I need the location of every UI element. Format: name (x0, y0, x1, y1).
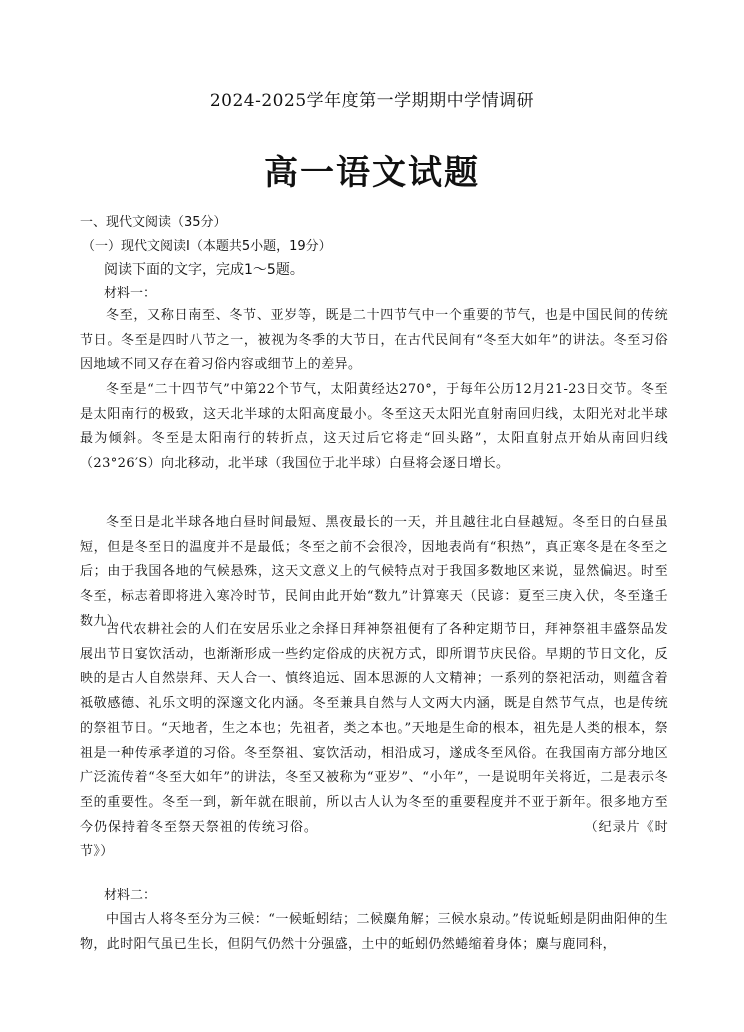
paragraph-4: 古代农耕社会的人们在安居乐业之余择日拜神祭祖便有了各种定期节日，拜神祭祖丰盛祭品发展出节日宴饮活动，也渐渐形成一些约定俗成的庆祝方式，即所谓节庆民俗。早期的节日文化，反映的是古人自然崇拜、天人合一、慎终追远、固本思源的人文精神；一系列的祭祀活动，则蕴含着祗敬感德、礼乐文明的深邃文化内涵。冬至兼具自然与人文两大内涵，既是自然节气点，也是传统的祭祖节日。“天地者，生之本也；先祖者，类之本也。”天地是生命的根本，祖先是人类的根本，祭祖是一种传承孝道的习俗。冬至祭祖、宴饮活动，相沿成习，遂成冬至风俗。在我国南方部分地区广泛流传着“冬至大如年”的讲法，冬至又被称为“亚岁”、“小年”，一是说明年关将近，二是表示冬至的重要性。冬至一到，新年就在眼前，所以古人认为冬至的重要程度并不亚于新年。很多地方至今仍保持着冬至祭天祭祖的传统习俗。 （纪录片《时节》） (80, 622, 668, 860)
paragraph-3: 冬至日是北半球各地白昼时间最短、黑夜最长的一天，并且越往北白昼越短。冬至日的白昼虽短，但是冬至日的温度并不是最低；冬至之前不会很冷，因地表尚有“积热”，真正寒冬是在冬至之后；由于我国各地的气候悬殊，这天文意义上的气候特点对于我国多数地区来说，显然偏迟。时至冬至，标志着即将进入寒冷时节，民间由此开始“数九”计算寒天（民谚：夏至三庚入伏，冬至逢壬数九）。 (80, 515, 668, 629)
material-2-label: 材料二： (104, 888, 157, 903)
exam-header: 2024-2025学年度第一学期期中学情调研 (209, 91, 535, 111)
reading-instruction: 阅读下面的文字，完成1～5题。 (104, 262, 304, 278)
section-heading-modern-reading: 一、现代文阅读（35分） (80, 215, 227, 230)
paragraph-2: 冬至是“二十四节气”中第22个节气，太阳黄经达270°，于每年公历12月21-23日交节。冬至是太阳南行的极致，这天北半球的太阳高度最小。冬至这天太阳光直射南回归线，太阳光对北半球最为倾斜。冬至是太阳南行的转折点，这天过后它将走“回头路”，太阳直射点开始从南回归线（23°26′S）向北移动，北半球（我国位于北半球）白昼将会逐日增长。 (80, 382, 668, 472)
subsection-heading-reading-1: （一）现代文阅读Ⅰ（本题共5小题，19分） (82, 239, 332, 254)
exam-title: 高一语文试题 (264, 153, 480, 193)
paragraph-1: 冬至，又称日南至、冬节、亚岁等，既是二十四节气中一个重要的节气，也是中国民间的传统节日。冬至是四时八节之一，被视为冬季的大节日，在古代民间有“冬至大如年”的讲法。冬至习俗因地域不同又存在着习俗内容或细节上的差异。 (80, 308, 668, 373)
paragraph-5: 中国古人将冬至分为三候：“一候蚯蚓结；二候麋角解；三候水泉动。”传说蚯蚓是阴曲阳伸的生物，此时阳气虽已生长，但阴气仍然十分强盛，土中的蚯蚓仍然蜷缩着身体；麋与鹿同科， (80, 912, 668, 952)
material-1-label: 材料一： (104, 286, 157, 301)
